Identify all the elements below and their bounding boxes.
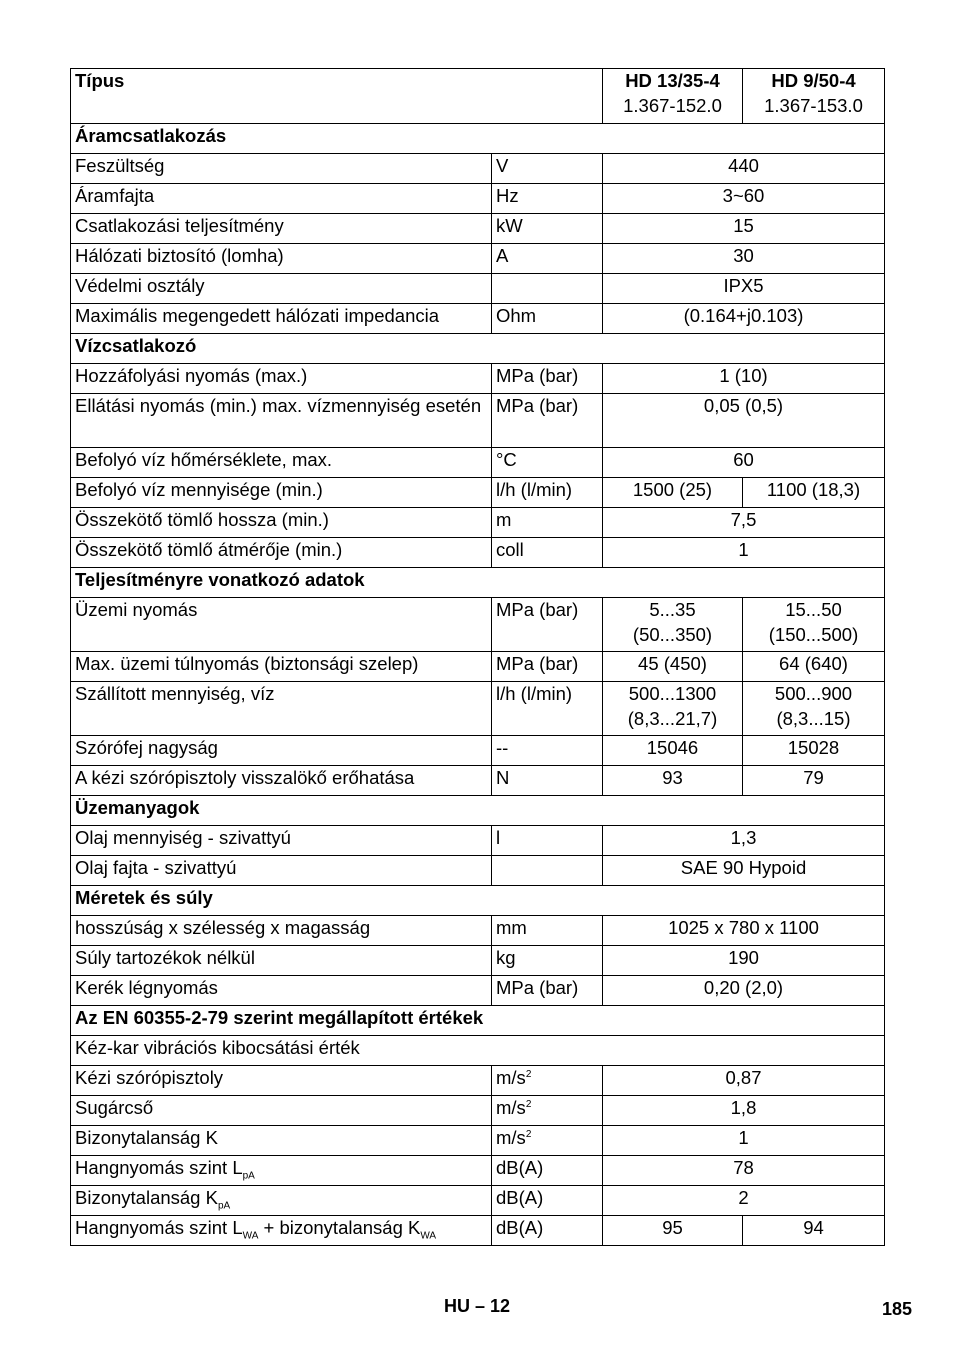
row-unit: °C	[492, 448, 603, 478]
row-value: 1,3	[603, 826, 885, 856]
row-value: 0,20 (2,0)	[603, 976, 885, 1006]
row-value-model-2	[743, 598, 885, 652]
table-row	[71, 478, 885, 508]
unit-sup: 2	[525, 1068, 532, 1080]
row-value-model-1	[603, 682, 743, 736]
row-unit: N	[492, 766, 603, 796]
row-label: Befolyó víz hőmérséklete, max.	[71, 448, 492, 478]
table-row	[71, 652, 885, 682]
row-value: 30	[603, 244, 885, 274]
row-label: Szórófej nagyság	[71, 736, 492, 766]
row-unit	[492, 1066, 603, 1096]
table-row	[71, 538, 885, 568]
row-label: Sugárcső	[71, 1096, 492, 1126]
value-mpa: 5...35	[649, 599, 696, 620]
row-label	[71, 1216, 492, 1246]
row-label: A kézi szórópisztoly visszalökő erőhatása	[71, 766, 492, 796]
row-unit: l/h (l/min)	[492, 682, 603, 736]
table-row	[71, 1036, 885, 1066]
model-2-header	[743, 69, 885, 124]
row-unit: dB(A)	[492, 1156, 603, 1186]
unit-sup: 2	[525, 1128, 532, 1140]
unit-base: m/s	[496, 1127, 526, 1148]
section-en-values: Az EN 60355-2-79 szerint megállapított értékek	[71, 1006, 885, 1036]
row-unit: dB(A)	[492, 1216, 603, 1246]
row-unit: A	[492, 244, 603, 274]
section-water: Vízcsatlakozó	[71, 334, 885, 364]
table-row	[71, 304, 885, 334]
section-dimensions: Méretek és súly	[71, 886, 885, 916]
label-sub: pA	[242, 1170, 255, 1182]
row-value: 60	[603, 448, 885, 478]
table-row	[71, 1186, 885, 1216]
row-label: Összekötő tömlő hossza (min.)	[71, 508, 492, 538]
row-label: Szállított mennyiség, víz	[71, 682, 492, 736]
table-row	[71, 1096, 885, 1126]
vibration-header: Kéz-kar vibrációs kibocsátási érték	[71, 1036, 885, 1066]
row-unit: kg	[492, 946, 603, 976]
label-part-b: + bizonytalanság K	[258, 1217, 421, 1238]
table-row	[71, 394, 885, 448]
table-row	[71, 766, 885, 796]
value-lmin: (8,3...15)	[776, 707, 851, 729]
model-2-name: HD 9/50-4	[771, 70, 856, 91]
row-unit: MPa (bar)	[492, 652, 603, 682]
row-value: 15	[603, 214, 885, 244]
row-label: Maximális megengedett hálózati impedancia	[71, 304, 492, 334]
label-base: Hangnyomás szint L	[75, 1157, 243, 1178]
table-row	[71, 856, 885, 886]
row-label: Hálózati biztosító (lomha)	[71, 244, 492, 274]
row-label: Súly tartozékok nélkül	[71, 946, 492, 976]
row-value: 1025 x 780 x 1100	[603, 916, 885, 946]
table-row	[71, 364, 885, 394]
section-row	[71, 796, 885, 826]
row-unit: Hz	[492, 184, 603, 214]
model-1-name: HD 13/35-4	[625, 70, 720, 91]
table-header-row	[71, 69, 885, 124]
value-bar: (150...500)	[768, 623, 859, 645]
table-row	[71, 184, 885, 214]
table-row	[71, 736, 885, 766]
row-label: Kerék légnyomás	[71, 976, 492, 1006]
model-1-header	[603, 69, 743, 124]
section-consumables: Üzemanyagok	[71, 796, 885, 826]
row-label: Max. üzemi túlnyomás (biztonsági szelep)	[71, 652, 492, 682]
section-row	[71, 124, 885, 154]
model-1-code: 1.367-152.0	[623, 94, 722, 116]
row-label: Összekötő tömlő átmérője (min.)	[71, 538, 492, 568]
row-value-model-2	[743, 682, 885, 736]
row-label: hosszúság x szélesség x magasság	[71, 916, 492, 946]
row-label: Védelmi osztály	[71, 274, 492, 304]
row-value-model-1: 1500 (25)	[603, 478, 743, 508]
row-value: 1 (10)	[603, 364, 885, 394]
row-label	[71, 1156, 492, 1186]
row-value: (0.164+j0.103)	[603, 304, 885, 334]
table-row	[71, 976, 885, 1006]
unit-base: m/s	[496, 1097, 526, 1118]
row-unit: MPa (bar)	[492, 976, 603, 1006]
model-2-code: 1.367-153.0	[764, 94, 863, 116]
table-row	[71, 598, 885, 652]
row-value: 0,05 (0,5)	[603, 394, 885, 448]
row-value-model-1: 95	[603, 1216, 743, 1246]
table-row	[71, 1126, 885, 1156]
row-value-model-2: 15028	[743, 736, 885, 766]
row-value-model-1	[603, 598, 743, 652]
table-row	[71, 1156, 885, 1186]
unit-base: m/s	[496, 1067, 526, 1088]
row-unit: coll	[492, 538, 603, 568]
row-value-model-2: 64 (640)	[743, 652, 885, 682]
specifications-table	[70, 68, 885, 1246]
row-label: Feszültség	[71, 154, 492, 184]
label-part-a: Hangnyomás szint L	[75, 1217, 243, 1238]
row-value: 7,5	[603, 508, 885, 538]
row-label: Olaj fajta - szivattyú	[71, 856, 492, 886]
row-unit	[492, 856, 603, 886]
row-unit: kW	[492, 214, 603, 244]
table-row	[71, 274, 885, 304]
row-value-model-2: 1100 (18,3)	[743, 478, 885, 508]
row-unit: dB(A)	[492, 1186, 603, 1216]
row-value: 78	[603, 1156, 885, 1186]
row-value: 1	[603, 538, 885, 568]
value-lmin: (8,3...21,7)	[627, 707, 718, 729]
row-value-model-1: 15046	[603, 736, 743, 766]
row-unit: l/h (l/min)	[492, 478, 603, 508]
section-row	[71, 1006, 885, 1036]
row-value-model-2: 94	[743, 1216, 885, 1246]
row-label: Csatlakozási teljesítmény	[71, 214, 492, 244]
row-value: IPX5	[603, 274, 885, 304]
row-label: Hozzáfolyási nyomás (max.)	[71, 364, 492, 394]
row-unit: MPa (bar)	[492, 364, 603, 394]
row-value-model-1: 45 (450)	[603, 652, 743, 682]
row-unit	[492, 1096, 603, 1126]
table-row	[71, 508, 885, 538]
row-value: 1	[603, 1126, 885, 1156]
row-label: Befolyó víz mennyisége (min.)	[71, 478, 492, 508]
row-value: 0,87	[603, 1066, 885, 1096]
section-row	[71, 334, 885, 364]
section-power: Áramcsatlakozás	[71, 124, 885, 154]
row-unit: m	[492, 508, 603, 538]
row-value: 3~60	[603, 184, 885, 214]
section-row	[71, 886, 885, 916]
row-unit	[492, 274, 603, 304]
type-label: Típus	[71, 69, 603, 124]
label-base: Bizonytalanság K	[75, 1187, 218, 1208]
row-value: 440	[603, 154, 885, 184]
row-value-model-2: 79	[743, 766, 885, 796]
value-mpa: 15...50	[785, 599, 842, 620]
row-label: Kézi szórópisztoly	[71, 1066, 492, 1096]
value-lh: 500...1300	[628, 683, 717, 704]
row-label	[71, 1186, 492, 1216]
row-value: SAE 90 Hypoid	[603, 856, 885, 886]
table-row	[71, 946, 885, 976]
table-row	[71, 1216, 885, 1246]
row-label: Üzemi nyomás	[71, 598, 492, 652]
row-unit: mm	[492, 916, 603, 946]
table-row	[71, 214, 885, 244]
table-row	[71, 244, 885, 274]
table-row	[71, 1066, 885, 1096]
row-label: Ellátási nyomás (min.) max. vízmennyiség esetén	[71, 394, 492, 448]
value-lh: 500...900	[774, 683, 853, 704]
row-unit	[492, 1126, 603, 1156]
section-row	[71, 568, 885, 598]
row-label: Olaj mennyiség - szivattyú	[71, 826, 492, 856]
unit-sup: 2	[525, 1098, 532, 1110]
table-row	[71, 154, 885, 184]
table-row	[71, 682, 885, 736]
label-sub-a: WA	[242, 1230, 259, 1242]
row-unit: Ohm	[492, 304, 603, 334]
page-number: 185	[881, 1299, 912, 1319]
row-label: Áramfajta	[71, 184, 492, 214]
row-unit: V	[492, 154, 603, 184]
table-row	[71, 826, 885, 856]
row-unit: MPa (bar)	[492, 598, 603, 652]
row-unit: MPa (bar)	[492, 394, 603, 448]
row-value: 190	[603, 946, 885, 976]
section-performance: Teljesítményre vonatkozó adatok	[71, 568, 885, 598]
table-row	[71, 448, 885, 478]
row-label: Bizonytalanság K	[71, 1126, 492, 1156]
page-label: HU – 12	[443, 1296, 511, 1316]
table-row	[71, 916, 885, 946]
label-sub: pA	[217, 1200, 231, 1212]
row-unit: l	[492, 826, 603, 856]
value-bar: (50...350)	[632, 623, 713, 645]
row-value: 1,8	[603, 1096, 885, 1126]
row-value-model-1: 93	[603, 766, 743, 796]
row-value: 2	[603, 1186, 885, 1216]
row-unit: --	[492, 736, 603, 766]
label-sub-b: WA	[420, 1230, 437, 1242]
